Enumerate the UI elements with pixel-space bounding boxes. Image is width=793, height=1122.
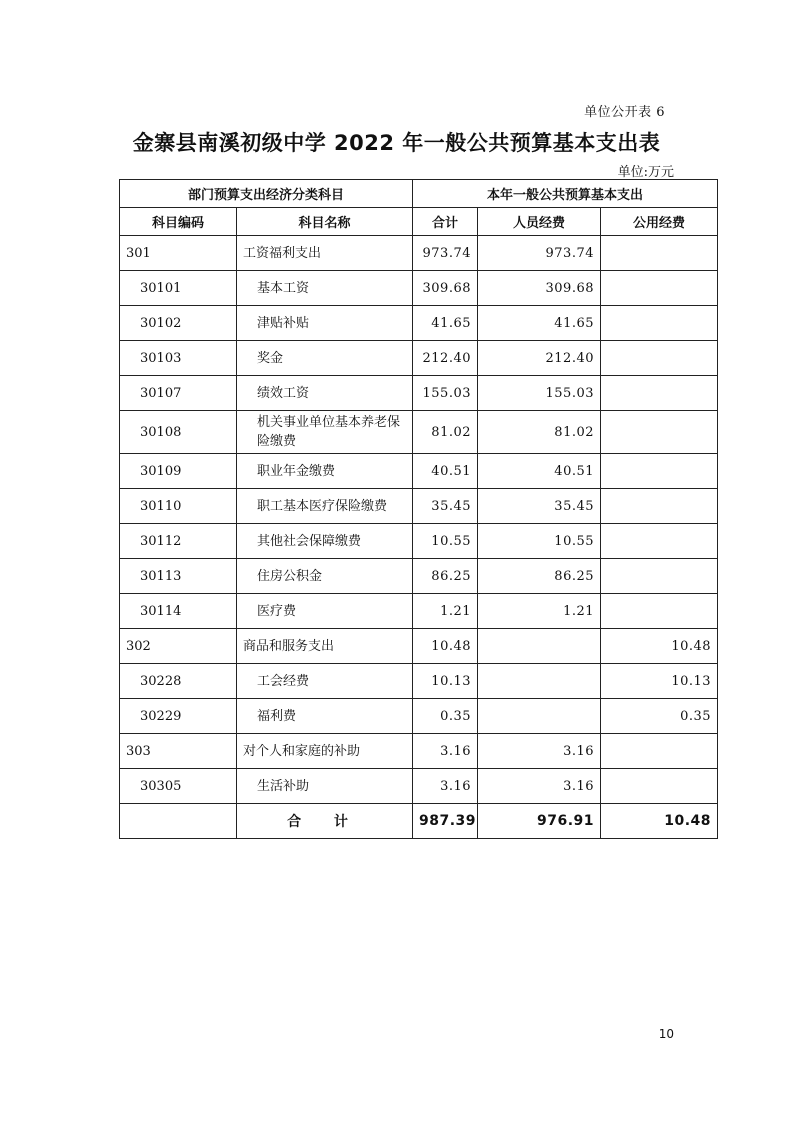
table-row (120, 664, 718, 699)
row-total: 10.55 (413, 524, 478, 559)
row-name: 其他社会保障缴费 (237, 524, 413, 559)
group-header-classification: 部门预算支出经济分类科目 (120, 180, 413, 208)
row-public (601, 376, 718, 411)
table-row (120, 629, 718, 664)
row-code: 30112 (120, 524, 237, 559)
table-row (120, 734, 718, 769)
table-row (120, 594, 718, 629)
row-code: 30101 (120, 271, 237, 306)
total-label: 合 计 (237, 804, 413, 839)
row-personnel: 81.02 (478, 411, 601, 454)
row-personnel: 973.74 (478, 236, 601, 271)
row-total: 3.16 (413, 769, 478, 804)
row-personnel (478, 664, 601, 699)
row-total: 3.16 (413, 734, 478, 769)
row-personnel: 40.51 (478, 454, 601, 489)
table-row (120, 769, 718, 804)
row-name: 医疗费 (237, 594, 413, 629)
row-public (601, 454, 718, 489)
row-code: 303 (120, 734, 237, 769)
unit-label: 单位:万元 (617, 165, 674, 180)
row-code: 30107 (120, 376, 237, 411)
row-public (601, 271, 718, 306)
table-row (120, 411, 718, 454)
column-header-public: 公用经费 (601, 208, 718, 236)
row-public (601, 559, 718, 594)
row-public: 0.35 (601, 699, 718, 734)
row-code: 30102 (120, 306, 237, 341)
row-public (601, 734, 718, 769)
table-row (120, 236, 718, 271)
row-name: 机关事业单位基本养老保险缴费 (237, 411, 413, 454)
row-personnel: 41.65 (478, 306, 601, 341)
total-code-cell (120, 804, 237, 839)
form-label: 单位公开表 6 (584, 105, 665, 120)
row-public (601, 524, 718, 559)
row-name: 基本工资 (237, 271, 413, 306)
row-name: 工会经费 (237, 664, 413, 699)
row-name: 绩效工资 (237, 376, 413, 411)
row-code: 30110 (120, 489, 237, 524)
page-number: 10 (658, 1027, 674, 1041)
row-total: 35.45 (413, 489, 478, 524)
page-title: 金寨县南溪初级中学 2022 年一般公共预算基本支出表 (132, 131, 661, 155)
row-total: 40.51 (413, 454, 478, 489)
row-personnel (478, 629, 601, 664)
row-personnel (478, 699, 601, 734)
group-header-expenditure: 本年一般公共预算基本支出 (413, 180, 718, 208)
row-personnel: 155.03 (478, 376, 601, 411)
row-total: 973.74 (413, 236, 478, 271)
row-personnel: 10.55 (478, 524, 601, 559)
row-total: 41.65 (413, 306, 478, 341)
row-total: 10.13 (413, 664, 478, 699)
row-total: 309.68 (413, 271, 478, 306)
column-header-total: 合计 (413, 208, 478, 236)
table-row (120, 271, 718, 306)
row-total: 155.03 (413, 376, 478, 411)
row-personnel: 1.21 (478, 594, 601, 629)
table-row (120, 524, 718, 559)
budget-table (119, 179, 718, 839)
row-code: 30108 (120, 411, 237, 454)
row-name: 津贴补贴 (237, 306, 413, 341)
row-total: 86.25 (413, 559, 478, 594)
row-personnel: 212.40 (478, 341, 601, 376)
row-code: 30229 (120, 699, 237, 734)
table-row (120, 341, 718, 376)
table-row (120, 699, 718, 734)
row-code: 302 (120, 629, 237, 664)
row-public (601, 306, 718, 341)
row-public (601, 341, 718, 376)
column-header-row (120, 208, 718, 236)
row-personnel: 86.25 (478, 559, 601, 594)
row-personnel: 309.68 (478, 271, 601, 306)
row-name: 职工基本医疗保险缴费 (237, 489, 413, 524)
row-public (601, 489, 718, 524)
row-public: 10.13 (601, 664, 718, 699)
row-name: 住房公积金 (237, 559, 413, 594)
row-personnel: 3.16 (478, 769, 601, 804)
row-code: 30103 (120, 341, 237, 376)
row-public (601, 769, 718, 804)
row-total: 212.40 (413, 341, 478, 376)
column-header-code: 科目编码 (120, 208, 237, 236)
column-header-name: 科目名称 (237, 208, 413, 236)
row-name: 奖金 (237, 341, 413, 376)
row-total: 81.02 (413, 411, 478, 454)
table-row (120, 306, 718, 341)
row-public (601, 594, 718, 629)
row-name: 福利费 (237, 699, 413, 734)
row-total: 1.21 (413, 594, 478, 629)
total-public: 10.48 (601, 804, 718, 839)
column-header-personnel: 人员经费 (478, 208, 601, 236)
row-code: 30114 (120, 594, 237, 629)
row-total: 0.35 (413, 699, 478, 734)
row-personnel: 3.16 (478, 734, 601, 769)
row-code: 30228 (120, 664, 237, 699)
row-name: 商品和服务支出 (237, 629, 413, 664)
row-code: 30109 (120, 454, 237, 489)
row-code: 30113 (120, 559, 237, 594)
row-name: 对个人和家庭的补助 (237, 734, 413, 769)
table-row (120, 454, 718, 489)
total-sum: 987.39 (413, 804, 478, 839)
row-name: 职业年金缴费 (237, 454, 413, 489)
row-personnel: 35.45 (478, 489, 601, 524)
row-name: 工资福利支出 (237, 236, 413, 271)
table-row (120, 559, 718, 594)
table-row (120, 489, 718, 524)
total-personnel: 976.91 (478, 804, 601, 839)
row-total: 10.48 (413, 629, 478, 664)
total-row (120, 804, 718, 839)
row-name: 生活补助 (237, 769, 413, 804)
row-code: 30305 (120, 769, 237, 804)
table-row (120, 376, 718, 411)
row-public (601, 236, 718, 271)
row-public (601, 411, 718, 454)
row-code: 301 (120, 236, 237, 271)
group-header-row (120, 180, 718, 208)
row-public: 10.48 (601, 629, 718, 664)
